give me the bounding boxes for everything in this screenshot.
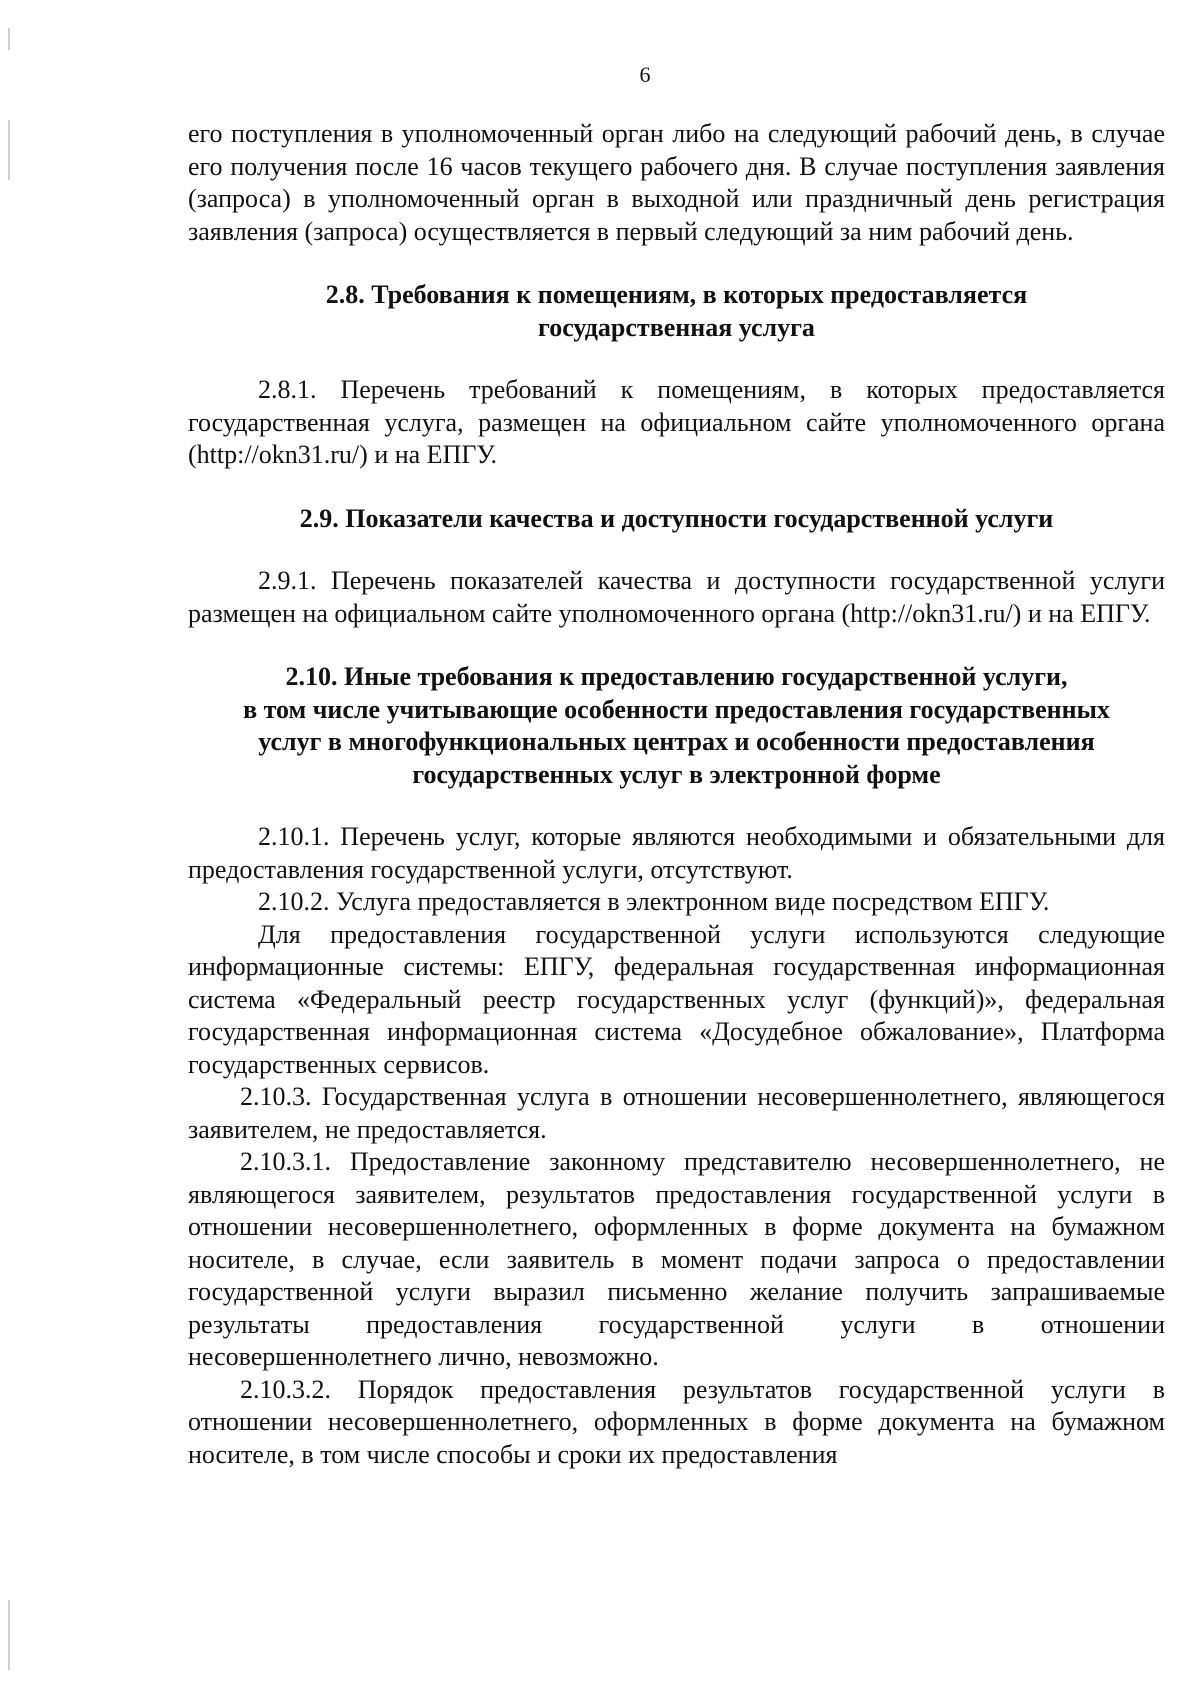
heading-2-10-line-4: государственных услуг в электронной форме: [412, 759, 941, 789]
scan-edge-mark-top: [8, 28, 10, 50]
paragraph-2-9-1: 2.9.1. Перечень показателей качества и доступности государственной услуги размещен на официальном сайте уполномоченного органа (http://okn31.ru/) и на ЕПГУ.: [188, 566, 1165, 628]
heading-2-8: [188, 279, 1165, 344]
scan-edge-mark-upper: [8, 120, 10, 180]
document-body: [188, 118, 1165, 1471]
heading-2-8-text: 2.8. Требования к помещениям, в которых предоставляется государственная услуга: [325, 280, 1028, 342]
paragraph-2-10-1: 2.10.1. Перечень услуг, которые являются необходимыми и обязательными для предоставления государственной услуги, отсутствуют.: [188, 822, 1165, 884]
paragraph-2-10-3-1: 2.10.3.1. Предоставление законному представителю несовершеннолетнего, не являющегося заявителем, результатов предоставления государственной услуги в отношении несовершеннолетнего, оформленных в форме документа на бумажном носителе, в случае, если заявитель в момент подачи запроса о предоставлении государственной услуги выразил письменно желание получить запрашиваемые результаты предоставления государственной услуги в отношении несовершеннолетнего лично, невозможно.: [188, 1147, 1165, 1371]
heading-2-10: [188, 661, 1165, 791]
scan-edge-mark-bottom: [8, 1600, 10, 1670]
heading-2-10-line-3: услуг в многофункциональных центрах и особенности предоставления: [258, 727, 1095, 756]
paragraph-2-10-3-2: 2.10.3.2. Порядок предоставления результатов государственной услуги в отношении несовершеннолетнего, оформленных в форме документа на бумажном носителе, в том числе способы и сроки их предоставления: [188, 1374, 1165, 1469]
paragraph-information-systems: Для предоставления государственной услуги используются следующие информационные системы: ЕПГУ, федеральная государственная информационная система «Федеральный реестр государственных услуг (функций)», федеральная государственная информационная система «Досудебное обжалование», Платформа государственных сервисов.: [188, 919, 1165, 1079]
paragraph-intro: его поступления в уполномоченный орган либо на следующий рабочий день, в случае его получения после 16 часов текущего рабочего дня. В случае поступления заявления (запроса) в уполномоченный орган в выходной или праздничный день регистрация заявления (запроса) осуществляется в первый следующий за ним рабочий день.: [188, 119, 1165, 246]
heading-2-9-text: 2.9. Показатели качества и доступности государственной услуги: [299, 503, 1054, 533]
paragraph-2-8-1: 2.8.1. Перечень требований к помещениям, в которых предоставляется государственная услуга, размещен на официальном сайте уполномоченного органа (http://okn31.ru/) и на ЕПГУ.: [188, 375, 1165, 469]
heading-2-9: [188, 503, 1165, 536]
paragraph-2-10-3: 2.10.3. Государственная услуга в отношении несовершеннолетнего, являющегося заявителем, не предоставляется.: [188, 1082, 1165, 1144]
page-number: 6: [639, 62, 651, 87]
paragraph-2-10-2: 2.10.2. Услуга предоставляется в электронном виде посредством ЕПГУ.: [258, 887, 1050, 916]
heading-2-10-line-2: в том числе учитывающие особенности предоставления государственных: [243, 694, 1110, 724]
heading-2-10-line-1: 2.10. Иные требования к предоставлению государственной услуги,: [285, 662, 1068, 691]
